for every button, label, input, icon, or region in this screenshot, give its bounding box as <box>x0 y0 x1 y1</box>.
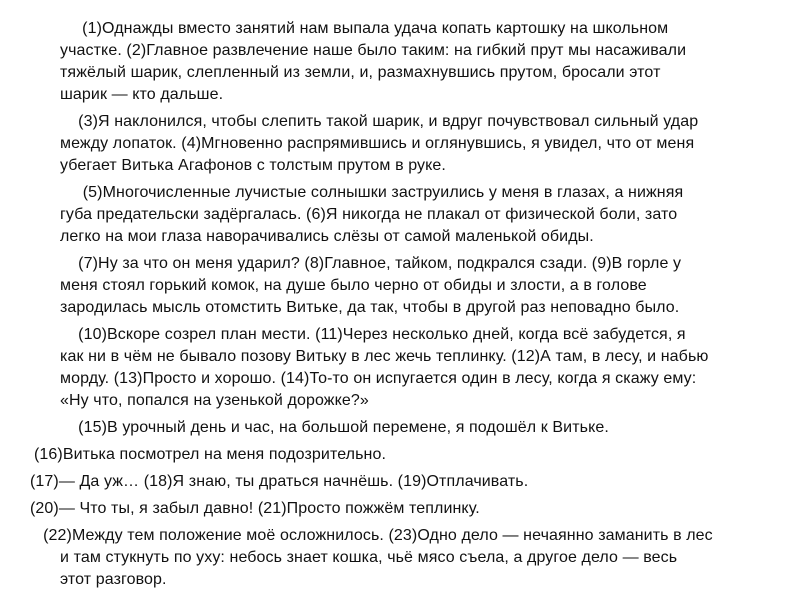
paragraph-3 <box>60 182 760 248</box>
text-line: легко на мои глаза наворачивались слёзы от самой маленькой обиды. <box>60 228 594 245</box>
text-line: морду. (13)Просто и хорошо. (14)То-то он испугается один в лесу, когда я скажу ему: <box>60 370 697 387</box>
text-line: (22)Между тем положение моё осложнилось. (23)Одно дело — нечаянно заманить в лес <box>34 527 713 544</box>
text-line: зародилась мысль отомстить Витьке, да так, чтобы в другой раз неповадно было. <box>60 299 680 316</box>
text-line: (15)В урочный день и час, на большой перемене, я подошёл к Витьке. <box>60 419 609 436</box>
text-line: губа предательски задёргалась. (6)Я никогда не плакал от физической боли, зато <box>60 206 678 223</box>
text-line: (1)Однажды вместо занятий нам выпала удача копать картошку на школьном <box>64 20 669 37</box>
paragraph-8 <box>30 471 760 493</box>
text-line: этот разговор. <box>60 571 167 588</box>
text-line: (20)— Что ты, я забыл давно! (21)Просто пожжём теплинку. <box>30 500 480 517</box>
text-line: участке. (2)Главное развлечение наше было таким: на гибкий прут мы насаживали <box>60 42 687 59</box>
text-line: (7)Ну за что он меня ударил? (8)Главное, тайком, подкрался сзади. (9)В горле у <box>60 255 682 272</box>
paragraph-7 <box>34 444 760 466</box>
text-line: (16)Витька посмотрел на меня подозрительно. <box>34 446 387 463</box>
text-line: меня стоял горький комок, на душе было черно от обиды и злости, а в голове <box>60 277 647 294</box>
text-line: (17)— Да уж… (18)Я знаю, ты драться начнёшь. (19)Отплачивать. <box>30 473 529 490</box>
text-line: тяжёлый шарик, слепленный из земли, и, размахнувшись прутом, бросали этот <box>60 64 661 81</box>
paragraph-10 <box>34 525 760 591</box>
paragraph-6 <box>60 417 760 439</box>
text-line: «Ну что, попался на узенькой дорожке?» <box>60 392 369 409</box>
paragraph-9 <box>30 498 760 520</box>
text-line: как ни в чём не бывало позову Витьку в лес жечь теплинку. (12)А там, в лесу, и набью <box>60 348 709 365</box>
paragraph-5 <box>60 324 760 412</box>
text-line: шарик — кто дальше. <box>60 86 224 103</box>
text-line: (5)Многочисленные лучистые солнышки заструились у меня в глазах, а нижняя <box>60 184 684 201</box>
text-line: убегает Витька Агафонов с толстым прутом в руке. <box>60 157 446 174</box>
text-line: (3)Я наклонился, чтобы слепить такой шарик, и вдруг почувствовал сильный удар <box>60 113 699 130</box>
text-line: (10)Вскоре созрел план мести. (11)Через несколько дней, когда всё забудется, я <box>60 326 686 343</box>
text-line: и там стукнуть по уху: небось знает кошка, чьё мясо съела, а другое дело — весь <box>60 549 678 566</box>
paragraph-2 <box>60 111 760 177</box>
text-line: между лопаток. (4)Мгновенно распрямившись и оглянувшись, я увидел, что от меня <box>60 135 695 152</box>
paragraph-4 <box>60 253 760 319</box>
paragraph-1 <box>60 18 760 106</box>
story-text <box>30 18 760 596</box>
